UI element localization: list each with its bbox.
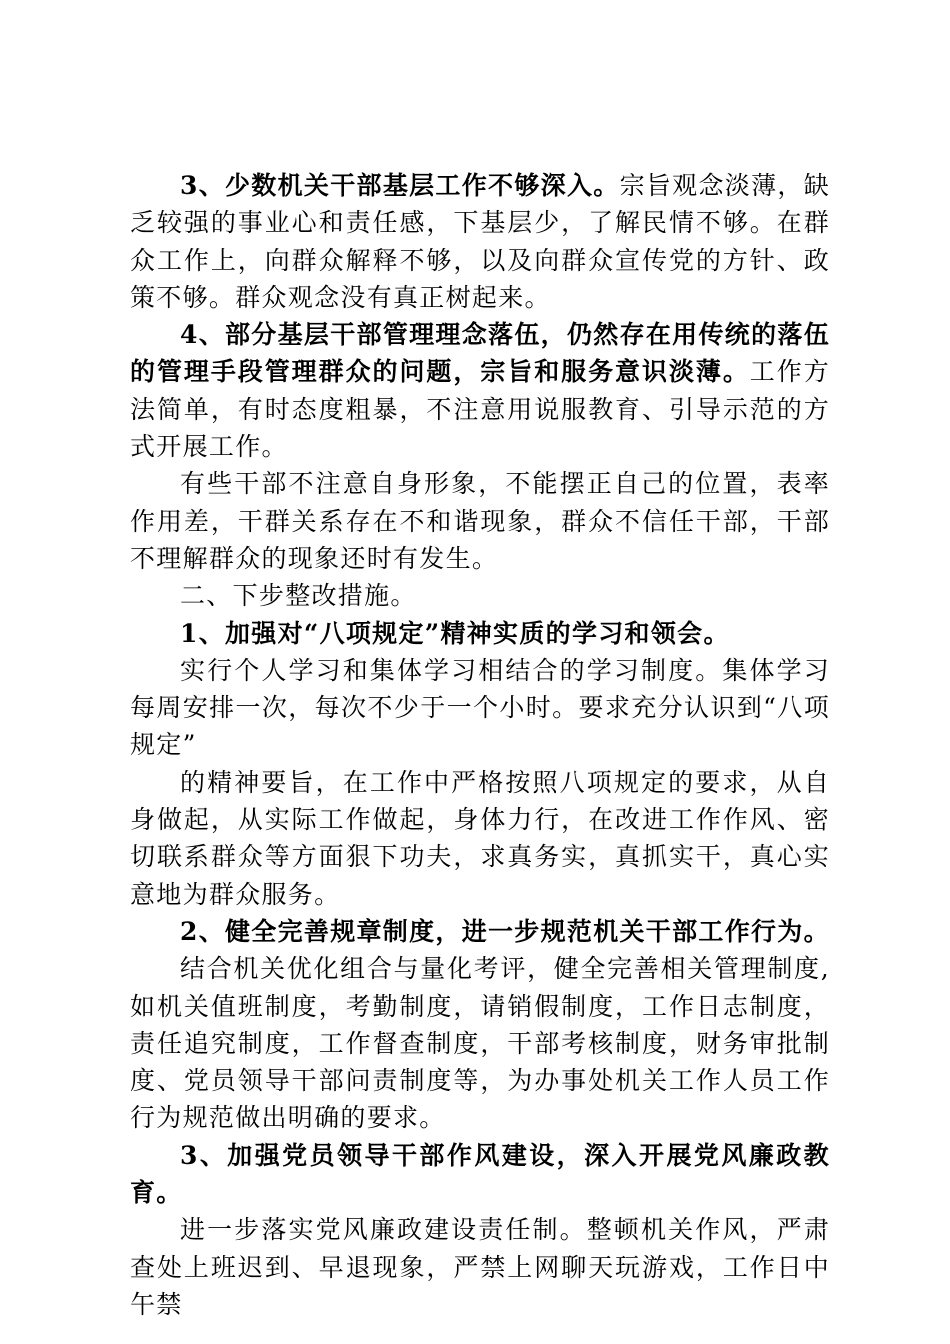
- paragraph-4-management: [130, 316, 830, 465]
- paragraph-4-heading: 4、部分基层干部管理理念落伍，仍然存在用传统的落伍的管理手段管理群众的问题，宗旨和服务意识淡薄。: [130, 320, 830, 387]
- measure-3-heading-text: 3、加强党员领导干部作风建设，深入开展党风廉政教育。: [130, 1140, 830, 1208]
- measure-3-integrity: [130, 1211, 830, 1323]
- measure-3-integrity-text: 进一步落实党风廉政建设责任制。整顿机关作风，严肃查处上班迟到、早退现象，严禁上网聊天玩游戏，工作日中午禁: [130, 1215, 830, 1319]
- paragraph-cadre-image-text: 有些干部不注意自身形象，不能摆正自己的位置，表率作用差，干群关系存在不和谐现象，群众不信任干部，干部不理解群众的现象还时有发生。: [130, 469, 830, 573]
- section-heading-measures: [130, 577, 830, 614]
- measure-1-spirit: [130, 764, 830, 913]
- paragraph-3-text: 宗旨观念淡薄，缺乏较强的事业心和责任感，下基层少，了解民情不够。在群众工作上，向群众解释不够，以及向群众宣传党的方针、政策不够。群众观念没有真正树起来。: [130, 171, 831, 312]
- paragraph-3-base-work: [130, 167, 830, 316]
- measure-1-heading-text: 1、加强对“八项规定”精神实质的学习和领会。: [180, 618, 730, 648]
- measure-2-systems: [130, 950, 830, 1136]
- section-heading-measures-text: 二、下步整改措施。: [180, 581, 417, 611]
- paragraph-4-text: 工作方法简单，有时态度粗暴，不注意用说服教育、引导示范的方式开展工作。: [130, 357, 830, 462]
- paragraph-cadre-image: [130, 465, 830, 577]
- measure-3-heading: [130, 1137, 830, 1212]
- paragraph-3-heading: 3、少数机关干部基层工作不够深入。: [180, 171, 620, 200]
- measure-1-study-system: [130, 652, 830, 764]
- measure-1-study-system-text: 实行个人学习和集体学习相结合的学习制度。集体学习每周安排一次，每次不少于一个小时。要求充分认识到“八项规定”: [130, 655, 830, 760]
- document-body: [130, 167, 830, 1323]
- measure-2-heading-text: 2、健全完善规章制度，进一步规范机关干部工作行为。: [180, 916, 830, 946]
- measure-1-spirit-text: 的精神要旨，在工作中严格按照八项规定的要求，从自身做起，从实际工作做起，身体力行，在改进工作作风、密切联系群众等方面狠下功夫，求真务实，真抓实干，真心实意地为群众服务。: [130, 767, 830, 909]
- measure-2-systems-text: 结合机关优化组合与量化考评，健全完善相关管理制度,如机关值班制度，考勤制度，请销假制度，工作日志制度，责任追究制度，工作督查制度，干部考核制度，财务审批制度、党员领导干部问责制度等，为办事处机关工作人员工作行为规范做出明确的要求。: [130, 954, 830, 1133]
- measure-2-heading: [130, 913, 830, 950]
- measure-1-heading: [130, 615, 830, 652]
